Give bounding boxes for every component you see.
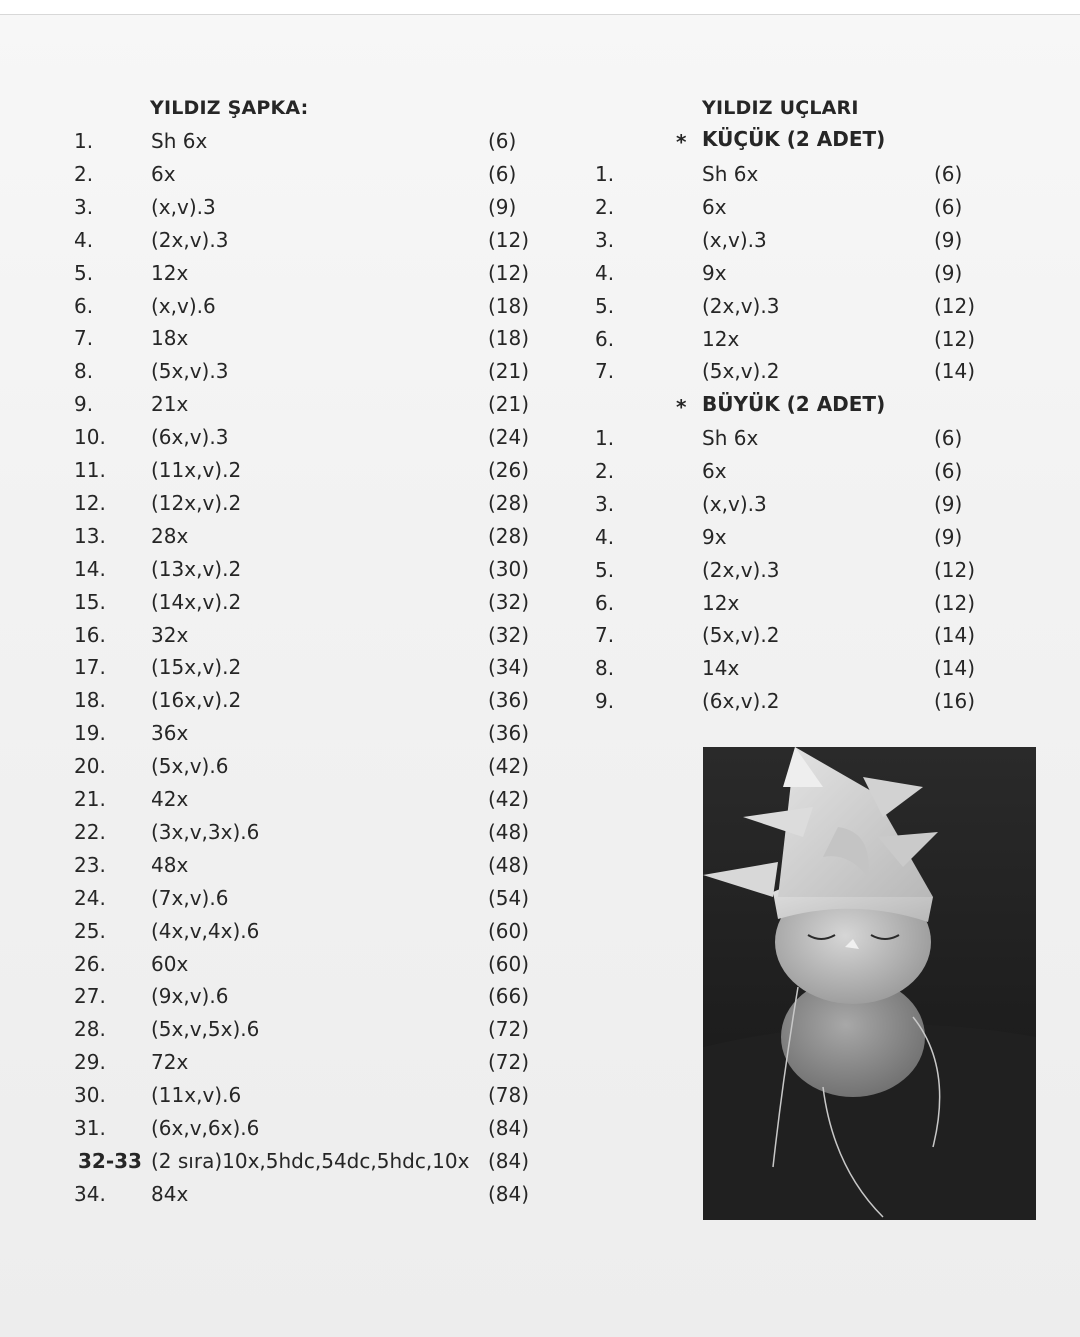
- row-stitches: 28x: [151, 523, 189, 548]
- row-number: 3.: [595, 491, 615, 516]
- pattern-row: [0, 587, 1080, 620]
- row-count: (6): [934, 426, 963, 450]
- row-number: 23.: [74, 852, 106, 877]
- row-stitches: 60x: [151, 951, 189, 976]
- row-count: (12): [934, 293, 976, 318]
- row-count: (78): [488, 1083, 530, 1108]
- row-number: 34.: [74, 1181, 106, 1206]
- row-number: 22.: [74, 819, 106, 844]
- row-number: 2.: [74, 161, 94, 186]
- row-count: (32): [488, 622, 530, 647]
- row-count: (24): [488, 425, 530, 450]
- row-stitches: (5x,v).2: [702, 359, 780, 384]
- row-stitches: (16x,v).2: [151, 688, 242, 713]
- row-count: (36): [488, 721, 530, 746]
- row-count: (30): [488, 556, 530, 581]
- row-number: 9.: [74, 392, 94, 417]
- row-count: (6): [934, 162, 963, 186]
- row-stitches: 9x: [702, 260, 727, 285]
- row-number: 12.: [74, 490, 106, 515]
- row-count: (14): [934, 359, 976, 384]
- row-stitches: Sh 6x: [151, 129, 208, 153]
- row-number: 6.: [595, 590, 615, 615]
- bullet-star: *: [676, 130, 687, 154]
- pattern-row: [0, 323, 1080, 356]
- row-count: (9): [934, 227, 963, 252]
- row-count: (9): [934, 260, 963, 285]
- row-stitches: 6x: [151, 161, 176, 186]
- row-stitches: (x,v).3: [151, 194, 216, 219]
- row-count: (21): [488, 359, 530, 384]
- row-stitches: (14x,v).2: [151, 589, 242, 614]
- pattern-row: [0, 488, 1080, 521]
- pattern-row: [0, 652, 1080, 685]
- row-count: (34): [488, 655, 530, 680]
- row-stitches: (x,v).3: [702, 227, 767, 252]
- row-stitches: (5x,v,5x).6: [151, 1017, 260, 1042]
- pattern-row: [0, 224, 1080, 257]
- row-stitches: (5x,v).3: [151, 359, 229, 384]
- row-count: (84): [488, 1116, 530, 1140]
- row-count: (16): [934, 689, 976, 714]
- row-number: 6.: [595, 326, 615, 351]
- row-stitches: (2x,v).3: [702, 293, 780, 318]
- row-number: 3.: [595, 227, 615, 252]
- row-number: 5.: [595, 557, 615, 582]
- row-number: 25.: [74, 918, 106, 943]
- row-stitches: (x,v).3: [702, 491, 767, 516]
- row-count: (18): [488, 326, 530, 351]
- pattern-row: [0, 554, 1080, 587]
- row-number: 3.: [74, 194, 94, 219]
- row-count: (48): [488, 852, 530, 877]
- row-count: (36): [488, 688, 530, 713]
- row-number: 21.: [74, 787, 106, 811]
- row-number: 2.: [595, 194, 615, 219]
- row-stitches: 48x: [151, 852, 189, 877]
- pattern-row: [0, 717, 1080, 750]
- row-number: 32-33: [78, 1148, 142, 1173]
- pattern-row: [0, 619, 1080, 652]
- row-number: 26.: [74, 951, 106, 976]
- row-count: (18): [488, 293, 530, 318]
- row-number: 6.: [74, 293, 94, 318]
- row-number: 4.: [595, 260, 615, 285]
- row-count: (12): [934, 590, 976, 615]
- row-stitches: 6x: [702, 458, 727, 483]
- row-number: 1.: [595, 426, 615, 450]
- row-number: 10.: [74, 425, 106, 450]
- row-stitches: (5x,v).6: [151, 754, 229, 779]
- row-number: 17.: [74, 655, 106, 680]
- row-number: 13.: [74, 523, 106, 548]
- row-count: (9): [934, 491, 963, 516]
- star-tips-title: YILDIZ UÇLARI: [702, 97, 859, 119]
- row-number: 11.: [74, 458, 106, 482]
- row-number: 27.: [74, 984, 106, 1009]
- row-number: 14.: [74, 556, 106, 581]
- row-stitches: (5x,v).2: [702, 623, 780, 648]
- row-stitches: (7x,v).6: [151, 885, 229, 910]
- row-count: (28): [488, 523, 530, 548]
- row-stitches: 21x: [151, 392, 189, 417]
- row-count: (54): [488, 885, 530, 910]
- row-count: (32): [488, 589, 530, 614]
- row-number: 29.: [74, 1050, 106, 1075]
- row-stitches: (15x,v).2: [151, 655, 242, 680]
- row-stitches: 6x: [702, 194, 727, 219]
- row-count: (12): [934, 326, 976, 351]
- pattern-row: [0, 685, 1080, 718]
- row-count: (84): [488, 1148, 530, 1173]
- row-stitches: 84x: [151, 1181, 189, 1206]
- row-stitches: (11x,v).2: [151, 458, 242, 482]
- row-stitches: (4x,v,4x).6: [151, 918, 260, 943]
- row-count: (12): [934, 557, 976, 582]
- row-number: 28.: [74, 1017, 106, 1042]
- pattern-row: [0, 158, 1080, 191]
- row-number: 9.: [595, 689, 615, 714]
- row-count: (60): [488, 951, 530, 976]
- row-stitches: (13x,v).2: [151, 556, 242, 581]
- row-number: 7.: [595, 623, 615, 648]
- small-tips-title: KÜÇÜK (2 ADET): [702, 127, 886, 151]
- row-count: (9): [488, 194, 517, 219]
- pattern-row: [0, 388, 1080, 421]
- row-stitches: 12x: [702, 590, 740, 615]
- pattern-row: [0, 290, 1080, 323]
- row-stitches: (3x,v,3x).6: [151, 819, 260, 844]
- row-count: (6): [488, 129, 517, 153]
- row-number: 19.: [74, 721, 106, 746]
- row-count: (26): [488, 458, 530, 482]
- row-count: (72): [488, 1050, 530, 1075]
- row-stitches: Sh 6x: [702, 162, 759, 186]
- row-count: (42): [488, 787, 530, 811]
- pattern-row: [0, 521, 1080, 554]
- row-stitches: 72x: [151, 1050, 189, 1075]
- pattern-row: [0, 191, 1080, 224]
- row-stitches: (x,v).6: [151, 293, 216, 318]
- row-count: (42): [488, 754, 530, 779]
- row-stitches: 32x: [151, 622, 189, 647]
- row-count: (6): [934, 458, 963, 483]
- row-count: (6): [934, 194, 963, 219]
- row-count: (12): [488, 260, 530, 285]
- bullet-star: *: [676, 395, 687, 419]
- row-count: (9): [934, 524, 963, 549]
- pattern-row: [0, 125, 1080, 158]
- row-stitches: Sh 6x: [702, 426, 759, 450]
- row-count: (12): [488, 227, 530, 252]
- row-stitches: 42x: [151, 787, 189, 811]
- row-stitches: (6x,v).3: [151, 425, 229, 450]
- row-count: (6): [488, 161, 517, 186]
- row-stitches: 12x: [151, 260, 189, 285]
- pattern-row: [0, 422, 1080, 455]
- row-number: 20.: [74, 754, 106, 779]
- row-number: 30.: [74, 1083, 106, 1108]
- row-number: 18.: [74, 688, 106, 713]
- row-number: 1.: [74, 129, 94, 153]
- pattern-row: [0, 355, 1080, 388]
- row-stitches: (6x,v,6x).6: [151, 1116, 260, 1140]
- row-count: (72): [488, 1017, 530, 1042]
- row-count: (21): [488, 392, 530, 417]
- row-count: (48): [488, 819, 530, 844]
- hat-pattern-title: YILDIZ ŞAPKA:: [150, 97, 309, 119]
- row-number: 15.: [74, 589, 106, 614]
- row-number: 1.: [595, 162, 615, 186]
- row-stitches: (12x,v).2: [151, 490, 242, 515]
- row-count: (60): [488, 918, 530, 943]
- row-number: 8.: [595, 656, 615, 681]
- row-number: 2.: [595, 458, 615, 483]
- pattern-row: [0, 455, 1080, 488]
- row-stitches: 12x: [702, 326, 740, 351]
- row-number: 4.: [74, 227, 94, 252]
- row-count: (14): [934, 623, 976, 648]
- row-number: 16.: [74, 622, 106, 647]
- row-count: (66): [488, 984, 530, 1009]
- row-number: 7.: [74, 326, 94, 351]
- row-number: 5.: [74, 260, 94, 285]
- pattern-row: [0, 257, 1080, 290]
- row-stitches: (11x,v).6: [151, 1083, 242, 1108]
- large-tips-title: BÜYÜK (2 ADET): [702, 392, 886, 416]
- row-stitches: 18x: [151, 326, 189, 351]
- row-stitches: (2x,v).3: [151, 227, 229, 252]
- row-number: 7.: [595, 359, 615, 384]
- row-stitches: 9x: [702, 524, 727, 549]
- row-count: (84): [488, 1181, 530, 1206]
- row-stitches: (9x,v).6: [151, 984, 229, 1009]
- row-number: 4.: [595, 524, 615, 549]
- row-stitches: 36x: [151, 721, 189, 746]
- row-number: 31.: [74, 1116, 106, 1140]
- row-stitches: (2x,v).3: [702, 557, 780, 582]
- row-count: (28): [488, 490, 530, 515]
- row-stitches: 14x: [702, 656, 740, 681]
- row-stitches: (6x,v).2: [702, 689, 780, 714]
- row-stitches: (2 sıra)10x,5hdc,54dc,5hdc,10x: [151, 1148, 470, 1173]
- amigurumi-photo: [703, 747, 1036, 1220]
- row-number: 5.: [595, 293, 615, 318]
- row-number: 24.: [74, 885, 106, 910]
- pattern-sheet: [0, 14, 1080, 1337]
- row-count: (14): [934, 656, 976, 681]
- row-number: 8.: [74, 359, 94, 384]
